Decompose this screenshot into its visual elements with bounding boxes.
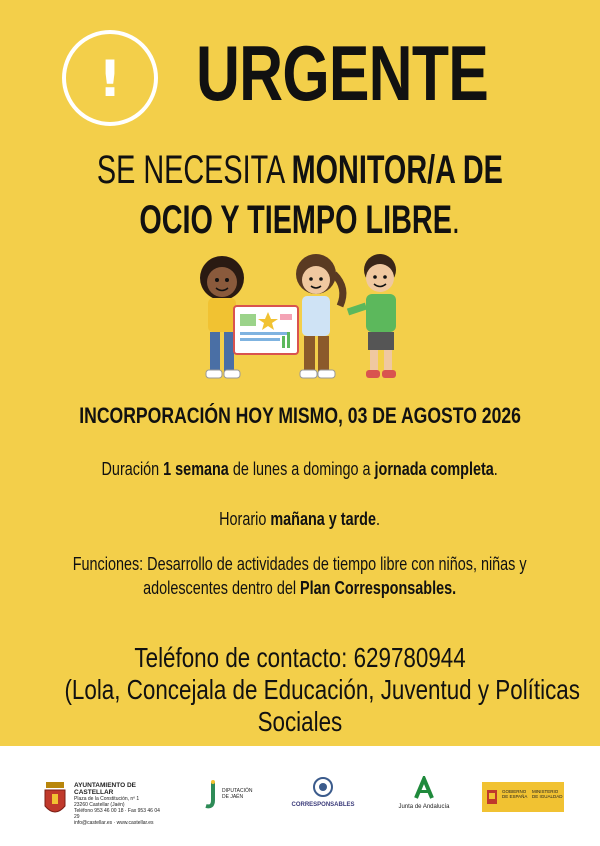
ayuntamiento-logo bbox=[42, 776, 162, 826]
contact-phone: Teléfono de contacto: 629780944 bbox=[134, 642, 466, 673]
junta-a-icon bbox=[412, 776, 436, 800]
horario-line bbox=[0, 508, 600, 531]
ayuntamiento-address: Plaza de la Constitución, nº 1 bbox=[74, 796, 140, 802]
ayuntamiento-web: info@castellar.es · www.castellar.es bbox=[74, 820, 154, 826]
corresponsables-text: CORRESPONSABLES bbox=[291, 802, 355, 808]
child-right bbox=[348, 254, 396, 378]
exclamation-glyph: ! bbox=[98, 50, 122, 108]
duracion-bold-1: 1 semana bbox=[163, 459, 230, 479]
contact-person-cont: Sociales bbox=[257, 706, 343, 737]
gobierno-logo bbox=[482, 782, 564, 812]
ayuntamiento-name: AYUNTAMIENTO DE CASTELLAR bbox=[74, 782, 136, 796]
subtitle-bold: MONITOR/A DE bbox=[291, 148, 503, 192]
subtitle-line-2 bbox=[0, 200, 600, 240]
diputacion-line-2: DE JAÉN bbox=[222, 794, 244, 800]
horario-text-1: Horario bbox=[219, 509, 271, 529]
junta-logo bbox=[394, 776, 454, 820]
horario-bold: mañana y tarde bbox=[270, 509, 377, 529]
corresponsables-flower-icon bbox=[312, 776, 334, 798]
funciones-line-2 bbox=[0, 577, 600, 600]
corresponsables-logo bbox=[288, 776, 358, 820]
diputacion-line-1: DIPUTACIÓN bbox=[222, 788, 253, 794]
diputacion-logo bbox=[204, 778, 264, 818]
funciones-text: adolescentes dentro del bbox=[143, 578, 301, 598]
duracion-text-3: . bbox=[494, 459, 499, 479]
spain-coat-icon bbox=[486, 788, 498, 806]
funciones-bold: Plan Corresponsables. bbox=[300, 578, 457, 598]
ministerio-line-1: MINISTERIO bbox=[532, 789, 559, 794]
exclamation-icon bbox=[62, 30, 158, 126]
subtitle-bold-2: OCIO Y TIEMPO LIBRE bbox=[139, 198, 453, 242]
subtitle-normal: SE NECESITA bbox=[97, 148, 292, 192]
funciones-line-1: Funciones: Desarrollo de actividades de tiempo libre con niños, niñas y bbox=[73, 554, 527, 574]
incorporacion-date: INCORPORACIÓN HOY MISMO, 03 DE AGOSTO 2026 bbox=[79, 403, 521, 428]
subtitle-period: . bbox=[452, 198, 461, 242]
duracion-text-1: Duración bbox=[101, 459, 164, 479]
child-middle bbox=[296, 254, 343, 378]
coat-of-arms-icon bbox=[42, 780, 68, 820]
duracion-text-2: de lunes a domingo a bbox=[229, 459, 375, 479]
diputacion-j-icon bbox=[204, 780, 218, 810]
display-board bbox=[234, 306, 298, 354]
ayuntamiento-city: 23260 Castellar (Jaén) bbox=[74, 802, 125, 808]
subtitle-line-1 bbox=[0, 150, 600, 190]
ayuntamiento-phone: Teléfono 953 46 00 18 · Fax 953 46 04 29 bbox=[74, 808, 160, 820]
junta-text: Junta de Andalucía bbox=[398, 804, 450, 810]
duracion-bold-2: jornada completa bbox=[374, 459, 495, 479]
contact-person: (Lola, Concejala de Educación, Juventud y Políticas bbox=[64, 674, 580, 705]
footer-logos bbox=[0, 746, 600, 846]
children-with-board-illustration bbox=[184, 248, 416, 396]
page-title: URGENTE bbox=[196, 29, 489, 117]
gobierno-line-2: DE ESPAÑA bbox=[502, 794, 528, 799]
horario-text-2: . bbox=[376, 509, 381, 529]
gobierno-line-1: GOBIERNO bbox=[502, 789, 527, 794]
duracion-line bbox=[0, 458, 600, 481]
ministerio-line-2: DE IGUALDAD bbox=[532, 794, 563, 799]
